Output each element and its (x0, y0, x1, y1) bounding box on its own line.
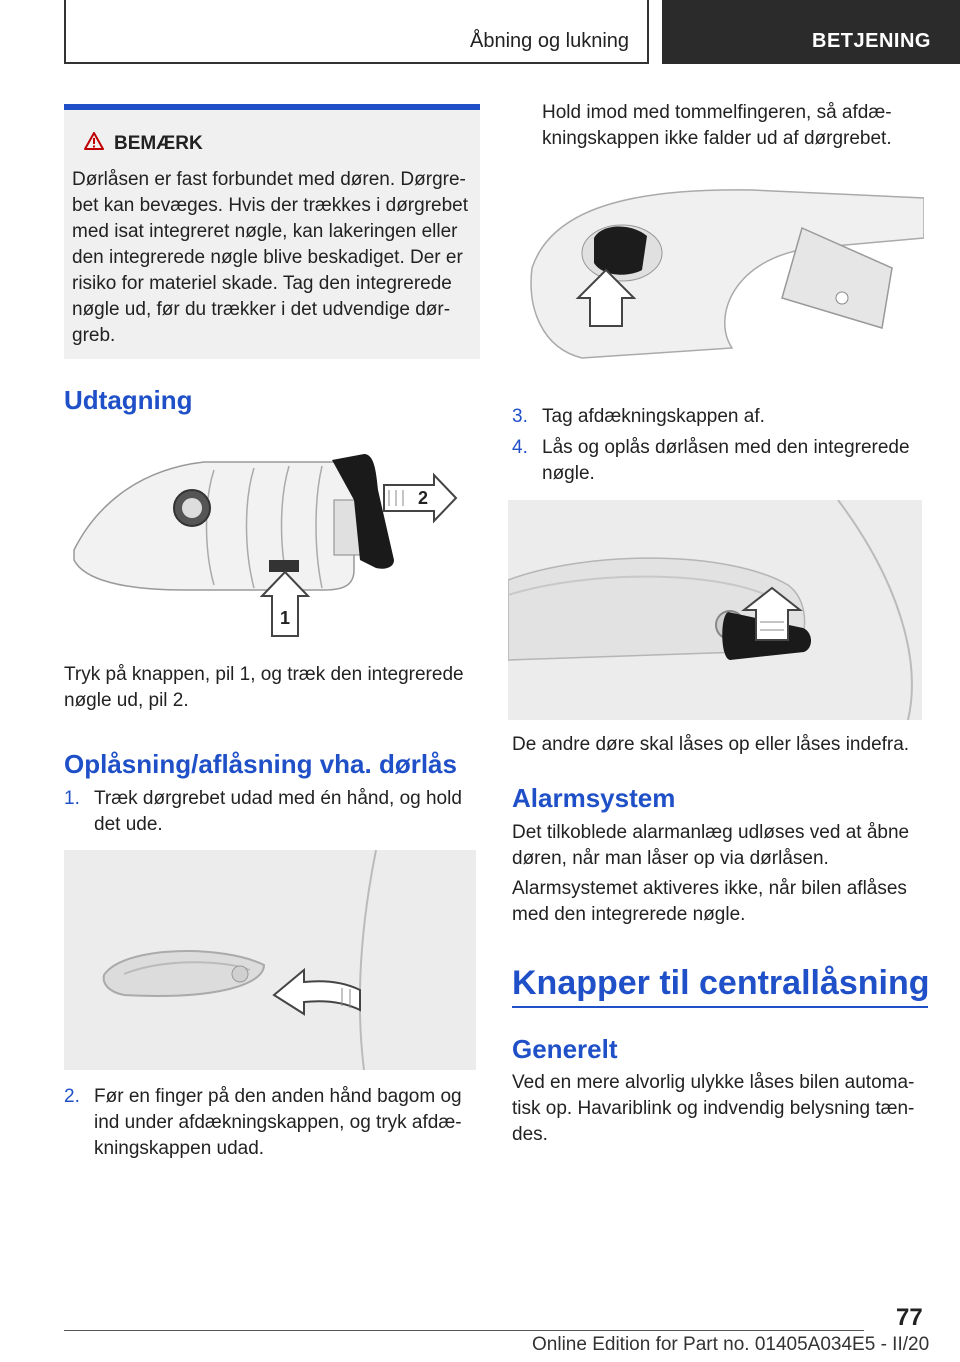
header-line-left (64, 0, 66, 64)
section-tab-label: BETJENING (812, 30, 931, 52)
step-number: 4. (512, 437, 528, 458)
step-text: Hold imod med tommelfingeren, så afdæ-kningskappen ikke falder ud af dørgrebet. (542, 102, 892, 149)
step-text: Før en finger på den anden hånd bagom og ind under afdækningskappen, og tryk afdæ-kningskappen udad. (94, 1086, 462, 1159)
note-header (84, 132, 203, 155)
step-number: 1. (64, 788, 80, 809)
generelt-text: Ved en mere alvorlig ulykke låses bilen automa-tisk op. Havariblink og indvendig belysning tæn-des. (512, 1072, 915, 1145)
heading-rule (512, 1006, 928, 1008)
header-underline (64, 62, 649, 64)
step-4 (512, 435, 928, 487)
cover-cap-illustration (512, 178, 924, 378)
footer-rule (64, 1330, 864, 1331)
step-3 (512, 404, 928, 430)
alarm-text-2: Alarmsystemet aktiveres ikke, når bilen aflåses med den integrerede nøgle. (512, 878, 907, 925)
heading-knapper: Knapper til centrallåsning (512, 964, 930, 1002)
arrow-label-1: 1 (280, 608, 291, 628)
key-removal-illustration (64, 440, 480, 640)
heading-oplaasning: Oplåsning/aflåsning vha. dørlås (64, 749, 457, 779)
page-number: 77 (896, 1304, 923, 1331)
note-text: Dørlåsen er fast forbundet med døren. Dørgre-bet kan bevæges. Hvis der trækkes i dørgrebet med isat integreret nøgle, kan lakeringen eller den integrerede nøgle blive beskadiget. Der er risiko for materiel skade. Tag den integrerede nøgle ud, før du trækker i det udvendige dør-greb. (72, 169, 469, 346)
key-in-lock-illustration (508, 500, 922, 720)
step-1 (64, 786, 480, 838)
note-title: BEMÆRK (114, 132, 203, 154)
heading-alarmsystem: Alarmsystem (512, 783, 676, 813)
header-line-mid (647, 0, 649, 64)
alarm-text-1: Det tilkoblede alarmanlæg udløses ved at åbne døren, når man låser op via dørlåsen. (512, 822, 910, 869)
step-text: Tag afdækningskappen af. (542, 406, 765, 427)
footer-edition: Online Edition for Part no. 01405A034E5 - II/20 (532, 1334, 930, 1355)
step-number: 2. (64, 1086, 80, 1107)
step-2 (64, 1084, 480, 1164)
step-number: 3. (512, 406, 528, 427)
warning-icon (84, 132, 104, 155)
heading-generelt: Generelt (512, 1034, 618, 1064)
door-handle-illustration (64, 850, 476, 1070)
step-text: Træk dørgrebet udad med én hånd, og hold det ude. (94, 788, 462, 835)
heading-udtagning: Udtagning (64, 385, 193, 415)
arrow-label-2: 2 (418, 488, 429, 508)
udtagning-text: Tryk på knappen, pil 1, og træk den integrerede nøgle ud, pil 2. (64, 664, 464, 711)
other-doors-text: De andre døre skal låses op eller låses indefra. (512, 734, 910, 755)
note-box (64, 104, 480, 359)
step-2-continued (512, 100, 928, 152)
chapter-title: Åbning og lukning (470, 30, 630, 52)
step-text: Lås og oplås dørlåsen med den integrerede nøgle. (542, 437, 910, 484)
